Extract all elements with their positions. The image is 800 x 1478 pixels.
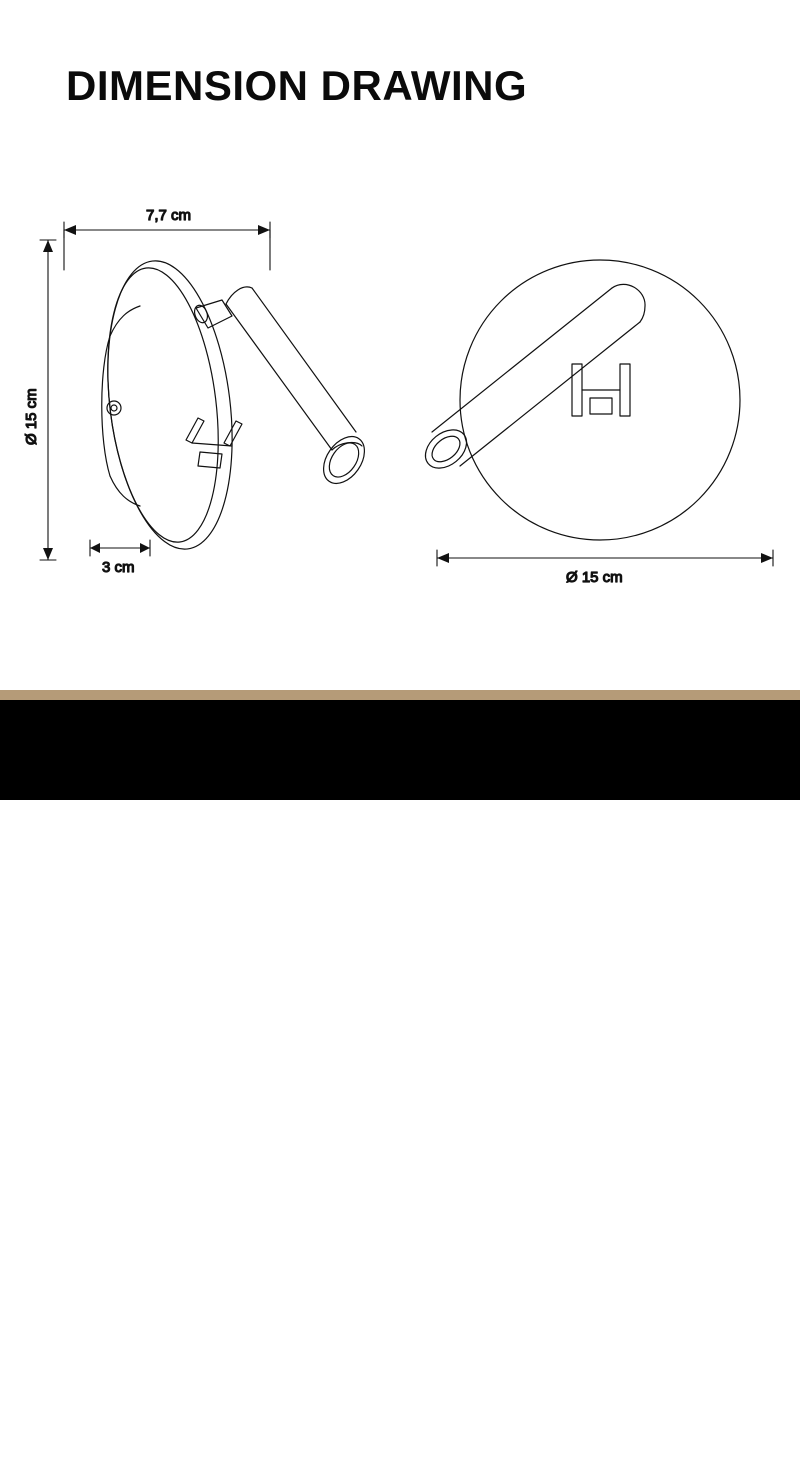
dimension-diameter-15 [437,550,773,566]
warranty-badge [58,1422,194,1478]
accent-strip [0,690,800,700]
dimension-height-15 [40,240,56,560]
dimension-label-height: Ø 15 cm [23,388,40,445]
footer-bar [0,700,800,1463]
svg-text:2: 2 [80,1442,90,1461]
front-view-lamp [418,260,740,540]
shield-icon [70,1432,100,1468]
dimension-label-width: 7,7 cm [146,207,192,224]
dimension-depth-3 [90,540,150,556]
warranty-line-warranty: WARRANTY [108,1450,171,1461]
dimension-drawing [0,140,800,680]
page-title: DIMENSION DRAWING [66,62,528,109]
dimension-label-depth: 3 cm [102,559,135,576]
dimension-label-diameter: Ø 15 cm [566,569,623,586]
brand-name: Olucia [652,1428,742,1463]
side-view-lamp [93,254,373,556]
warranty-line-year: YEAR [108,1438,139,1450]
